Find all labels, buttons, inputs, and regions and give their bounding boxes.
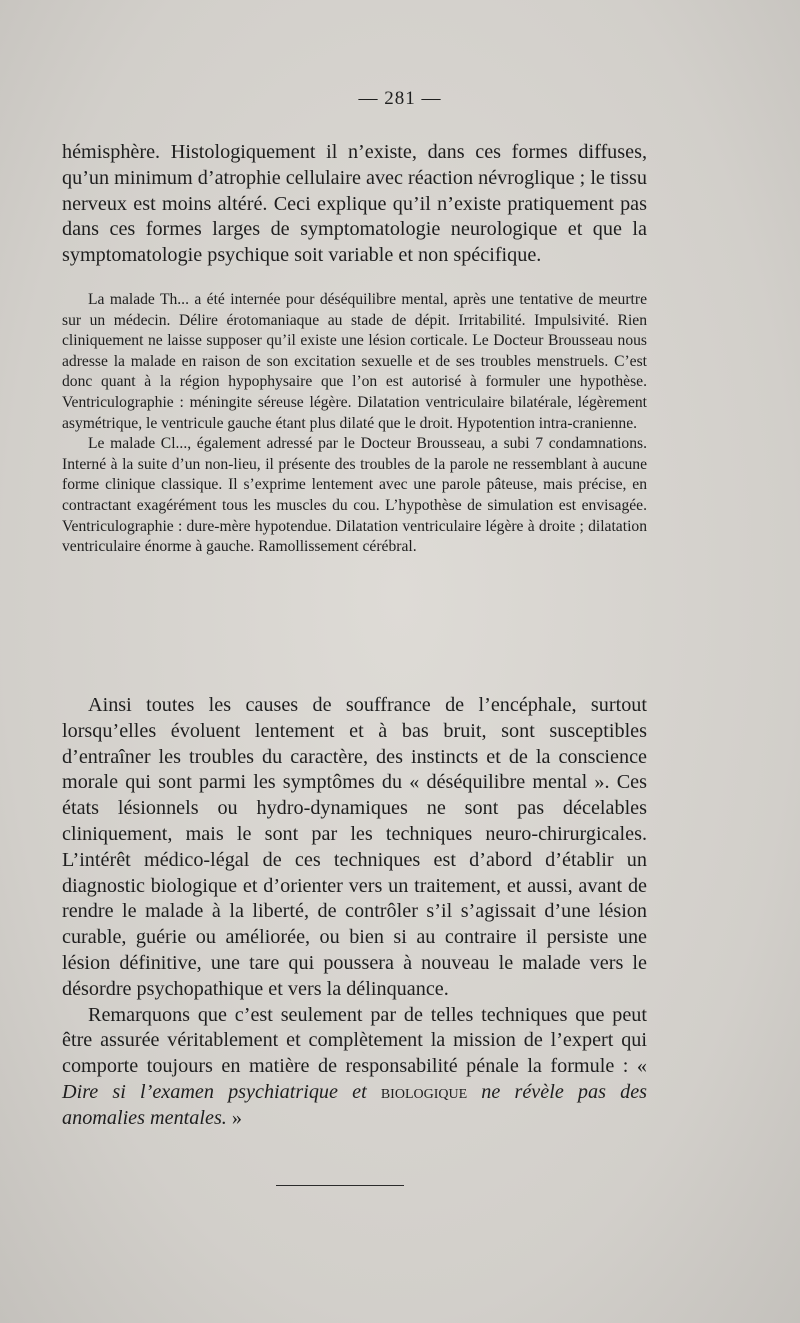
quote-smallcaps: biologique bbox=[380, 1080, 468, 1103]
paragraph-hemisphere: hémisphère. Histologiquement il n’existe, dans ces formes diffuses, qu’un minimum d’atrophie cellulaire avec réaction névroglique ; le tissu nerveux est moins altéré. Ceci explique qu’il n’existe pratiquement pas dans ces formes larges de symptomatologie neurologique et que la symptomatologie psychique soit variable et non spécifique. bbox=[62, 141, 647, 267]
paragraph-case-cl: Le malade Cl..., également adressé par le Docteur Brousseau, a subi 7 condamnations. Interné à la suite d’un non-lieu, il présente des troubles de la parole ne ressemblant à aucune forme clinique classique. Il s’exprime lentement avec une parole pâteuse, mais précise, en contractant exagérément tous les muscles du cou. L’hypothèse de simulation est envisagée. Ventriculographie : dure-mère hypotendue. Dilatation ventriculaire légère à droite ; dilatation ventriculaire énorme à gauche. Ramollissement cérébral. bbox=[62, 435, 647, 556]
quote-italic-a: Dire si l’examen psychiatrique et bbox=[62, 1080, 367, 1103]
quote-close: » bbox=[226, 1106, 242, 1129]
end-rule bbox=[276, 1185, 404, 1186]
paragraph-case-th: La malade Th... a été internée pour déséquilibre mental, après une tentative de meurtre sur un médecin. Délire érotomaniaque au stade de dépit. Irritabilité. Impulsivité. Rien cliniquement ne laisse supposer qu’il existe une lésion corticale. Le Docteur Brousseau nous adresse la malade en raison de son excitation sexuelle et de ses troubles menstruels. C’est donc quant à la région hypophysaire que l’on est autorisé à formuler une hypothèse. Ventriculographie : méningite séreuse légère. Dilatation ventriculaire bilatérale, légèrement asymétrique, le ventricule gauche étant plus dilaté que le droit. Hypotention intra-cranienne. bbox=[62, 291, 647, 432]
paragraph-causes: Ainsi toutes les causes de souffrance de l’encéphale, surtout lorsqu’elles évoluent lentement et à bas bruit, sont susceptibles d’entraîner les troubles du caractère, des instincts et de la conscience morale qui sont parmi les symptômes du « déséquilibre mental ». Ces états lésionnels ou hydro-dynamiques ne sont pas décelables cliniquement, mais le sont par les techniques neuro-chirurgicales. L’intérêt médico-légal de ces techniques est d’abord d’établir un diagnostic biologique et d’orienter vers un traitement, et aussi, avant de rendre le malade à la liberté, de contrôler s’il s’agissait d’une lésion curable, guérie ou améliorée, ou bien si au contraire il persiste une lésion définitive, une tare qui poussera à nouveau le malade vers le désordre psychopathique et vers la délinquance. bbox=[62, 694, 647, 1000]
quote-italic-b: ne révèle pas des anomalies mentales. bbox=[62, 1080, 648, 1129]
text-block-conclusion bbox=[62, 693, 647, 1132]
text-block-case-studies bbox=[62, 290, 647, 558]
text-block-top bbox=[62, 140, 647, 269]
paragraph-remarquons bbox=[62, 1003, 647, 1132]
remarquons-text: Remarquons que c’est seulement par de telles techniques que peut être assurée véritablement et complètement la mission de l’expert qui comporte toujours en matière de responsabilité pénale la formule : « bbox=[62, 1003, 647, 1078]
page-number: — 281 — bbox=[358, 88, 442, 109]
